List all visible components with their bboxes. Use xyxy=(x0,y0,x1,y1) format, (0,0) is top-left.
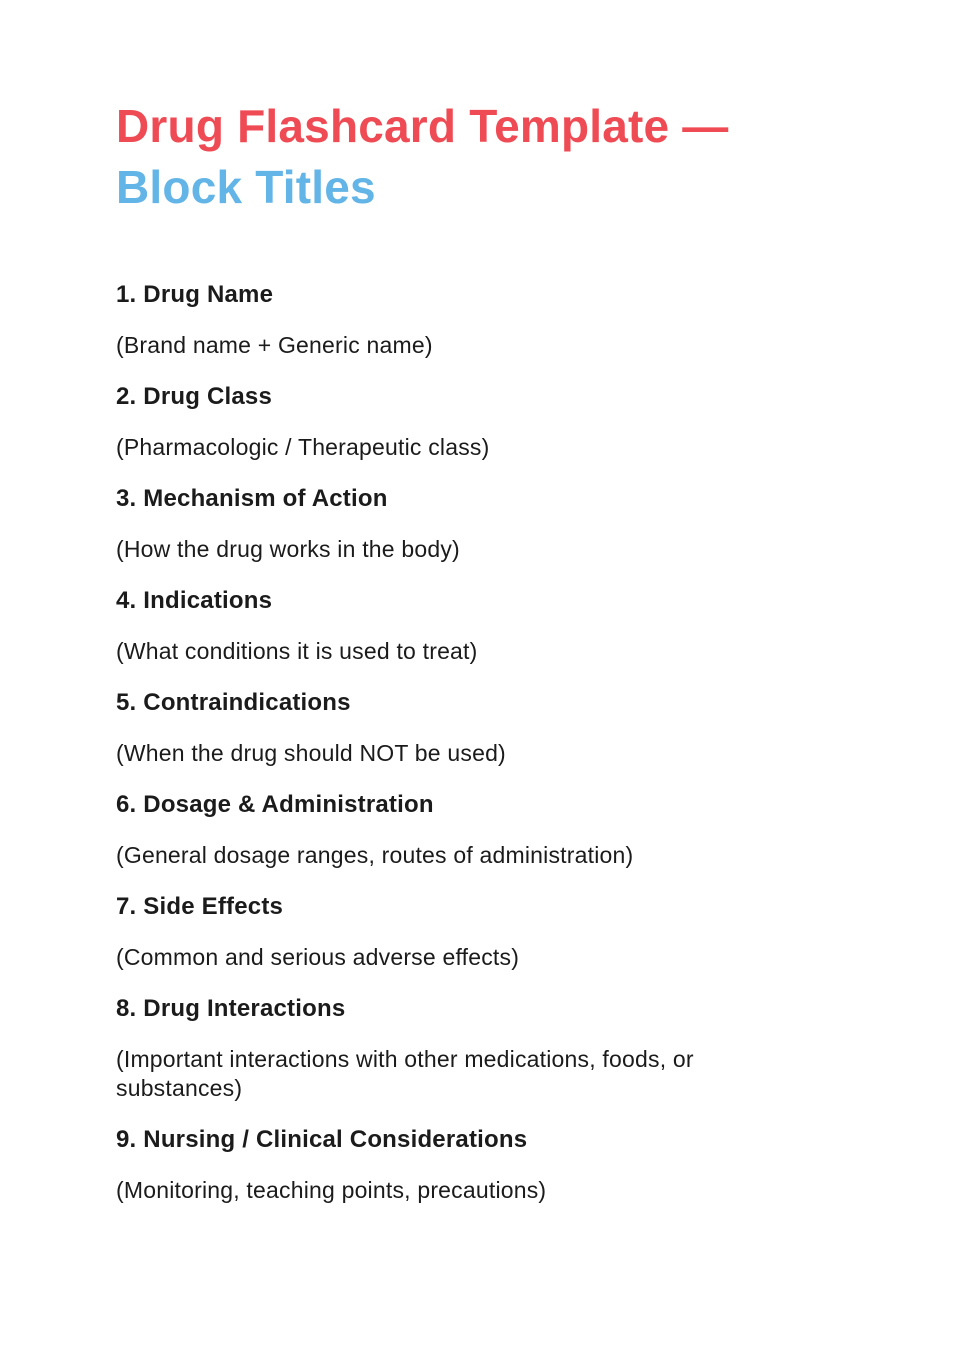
block-list xyxy=(116,280,776,1205)
block-description: (How the drug works in the body) xyxy=(116,536,460,562)
block-item-drug-class xyxy=(116,382,776,462)
block-heading: 1. Drug Name xyxy=(116,281,274,308)
block-heading: 5. Contraindications xyxy=(116,689,351,716)
block-item-side-effects xyxy=(116,892,776,972)
block-item-indications xyxy=(116,586,776,666)
block-heading: 9. Nursing / Clinical Considerations xyxy=(116,1126,528,1153)
block-heading: 6. Dosage & Administration xyxy=(116,791,434,818)
page-title-line1: Drug Flashcard Template — xyxy=(116,100,729,152)
block-heading: 2. Drug Class xyxy=(116,383,272,410)
block-description: (When the drug should NOT be used) xyxy=(116,740,506,766)
block-heading: 8. Drug Interactions xyxy=(116,995,346,1022)
block-item-nursing-clinical-considerations xyxy=(116,1125,776,1205)
block-heading: 3. Mechanism of Action xyxy=(116,485,388,512)
block-heading: 4. Indications xyxy=(116,587,273,614)
page-title-line2: Block Titles xyxy=(116,161,376,213)
block-item-dosage-administration xyxy=(116,790,776,870)
block-item-drug-name xyxy=(116,280,776,360)
block-description: (What conditions it is used to treat) xyxy=(116,638,478,664)
block-description: (Monitoring, teaching points, precautions) xyxy=(116,1177,547,1203)
block-heading: 7. Side Effects xyxy=(116,893,284,920)
block-item-contraindications xyxy=(116,688,776,768)
block-item-drug-interactions xyxy=(116,994,776,1103)
block-description: (Important interactions with other medications, foods, or substances) xyxy=(116,1046,694,1101)
block-description: (Brand name + Generic name) xyxy=(116,332,433,358)
block-item-mechanism-of-action xyxy=(116,484,776,564)
page-title xyxy=(116,96,840,218)
block-description: (Pharmacologic / Therapeutic class) xyxy=(116,434,490,460)
block-description: (General dosage ranges, routes of administration) xyxy=(116,842,634,868)
block-description: (Common and serious adverse effects) xyxy=(116,944,520,970)
